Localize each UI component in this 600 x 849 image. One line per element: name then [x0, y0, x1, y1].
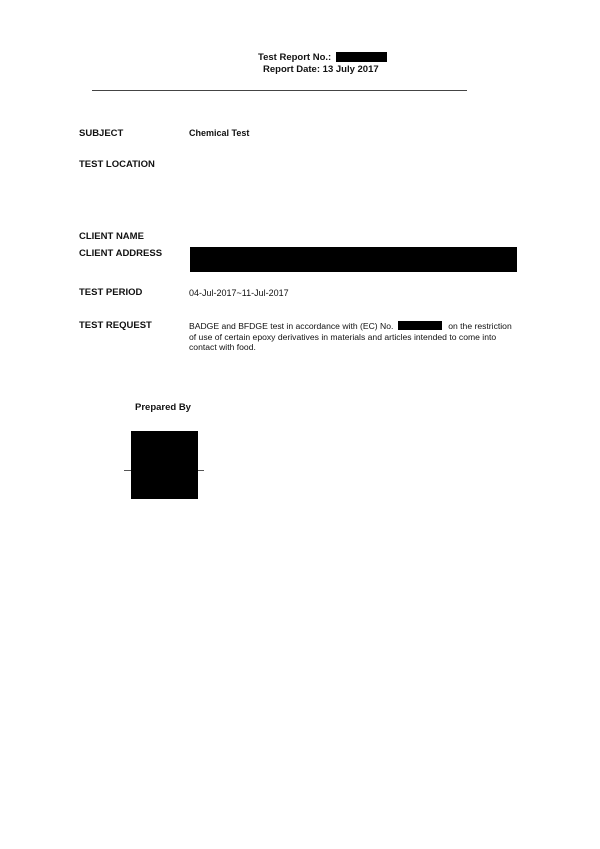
signature-redaction — [131, 431, 198, 499]
header-divider — [92, 90, 467, 91]
client-name-label: CLIENT NAME — [79, 231, 144, 242]
test-period-label: TEST PERIOD — [79, 287, 143, 298]
report-date-value: 13 July 2017 — [322, 64, 379, 75]
test-request-prefix: BADGE and BFDGE test in accordance with (EC) No. — [189, 321, 394, 331]
test-request-suffix: on the restriction — [448, 321, 512, 331]
test-request-text — [189, 321, 549, 353]
client-address-label: CLIENT ADDRESS — [79, 248, 163, 259]
client-info-redaction — [190, 247, 517, 272]
report-number-redaction — [336, 52, 387, 62]
test-location-label: TEST LOCATION — [79, 159, 155, 170]
prepared-by-label: Prepared By — [135, 402, 191, 413]
test-request-line-3: contact with food. — [189, 342, 256, 352]
subject-value: Chemical Test — [189, 128, 250, 138]
test-request-label: TEST REQUEST — [79, 320, 152, 331]
report-number-line — [258, 52, 331, 63]
report-date-label: Report Date: — [263, 64, 321, 75]
test-request-line-2: of use of certain epoxy derivatives in materials and articles intended to come into — [189, 331, 497, 342]
regulation-number-redaction — [398, 321, 442, 330]
test-period-value: 04-Jul-2017~11-Jul-2017 — [189, 288, 289, 298]
test-request-line-1 — [189, 321, 549, 332]
report-date-line — [263, 64, 379, 75]
report-number-label: Test Report No.: — [258, 52, 332, 63]
subject-label: SUBJECT — [79, 128, 124, 139]
